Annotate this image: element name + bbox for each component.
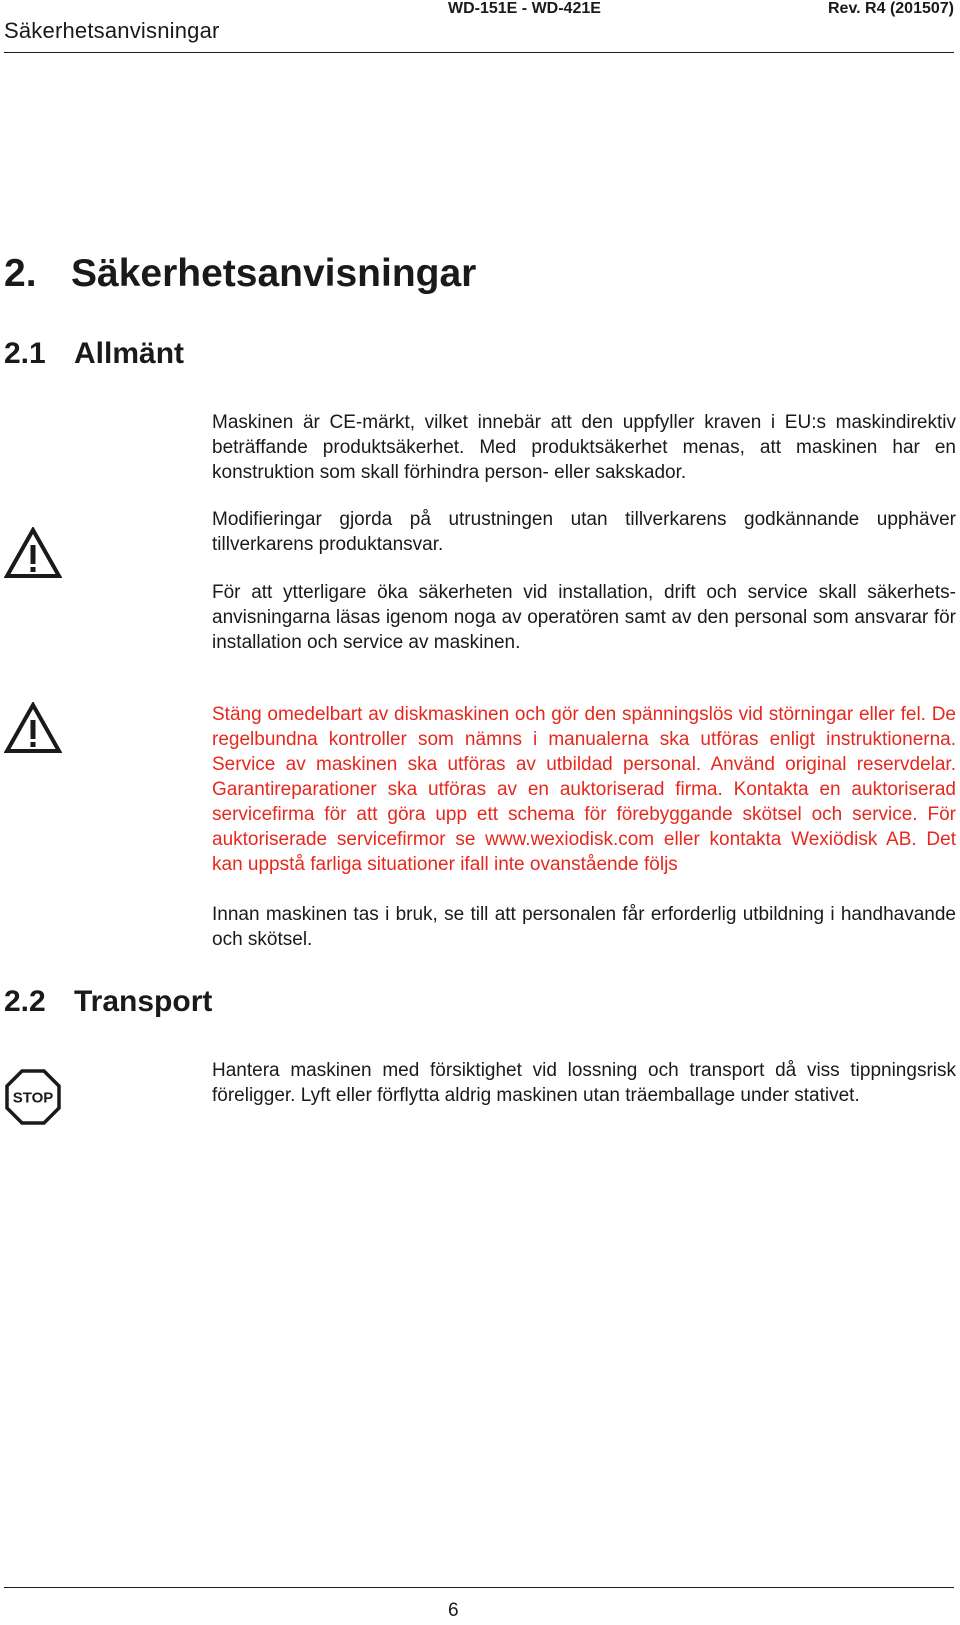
stop-sign-icon xyxy=(4,1068,62,1131)
chapter-heading xyxy=(4,252,476,296)
warning-triangle-icon xyxy=(4,702,62,759)
paragraph-ce-marking: Maskinen är CE-märkt, vilket innebär att den uppfyller kraven i EU:s maskindirektiv beträffande produktsäkerhet. Med produktsäkerhet menas, att maskinen har en konstruktion som skall förhindra person- eller sakskador. xyxy=(212,412,956,483)
section-number: 2.2 xyxy=(4,985,46,1018)
paragraph-modifications: Modifieringar gjorda på utrustningen utan tillverkarens godkännande upphäver tillverkarens produktansvar. xyxy=(212,509,956,555)
section-title: Transport xyxy=(74,985,213,1018)
header-section-title: Säkerhetsanvisningar xyxy=(4,18,220,43)
paragraph-safety-instructions: För att ytterligare öka säkerheten vid installation, drift och service skall säkerhetsanvisningarna läsas igenom noga av operatören samt av den personal som ansvarar för installation och service av maskinen. xyxy=(212,582,956,653)
footer-divider xyxy=(4,1587,954,1588)
header-model: WD-151E - WD-421E xyxy=(448,0,601,17)
chapter-number: 2. xyxy=(4,252,37,295)
paragraph-training: Innan maskinen tas i bruk, se till att personalen får erforderlig utbildning i handhavande och skötsel. xyxy=(212,904,956,950)
section-title: Allmänt xyxy=(74,337,185,370)
paragraph-transport: Hantera maskinen med försiktighet vid lossning och transport då viss tippningsrisk föreligger. Lyft eller förflytta aldrig maskinen utan träemballage under stativet. xyxy=(212,1060,956,1106)
page-number: 6 xyxy=(448,1600,459,1621)
page-header xyxy=(4,0,954,53)
header-revision: Rev. R4 (201507) xyxy=(828,0,954,17)
section-heading-transport xyxy=(4,985,212,1019)
chapter-title: Säkerhetsanvisningar xyxy=(71,252,477,295)
paragraph-warning-service: Stäng omedelbart av diskmaskinen och gör den spänningslös vid störningar eller fel. De regelbundna kontroller som nämns i manualerna ska utföras enligt instruktionerna. Service av maskinen ska utföras av utbildad personal. Använd original reservdelar. Garantireparationer ska utföras av en auktoriserad firma. Kontakta en auktoriserad servicefirma för att göra upp ett schema för förebyggande skötsel och service. För auktoriserade servicefirmor se www.wexiodisk.com eller kontakta Wexiödisk AB. Det kan uppstå farliga situationer ifall inte ovanstående följs xyxy=(212,704,956,875)
section-heading-allmant xyxy=(4,337,184,371)
stop-label: STOP xyxy=(12,1089,54,1107)
warning-triangle-icon xyxy=(4,527,62,584)
section-number: 2.1 xyxy=(4,337,46,370)
